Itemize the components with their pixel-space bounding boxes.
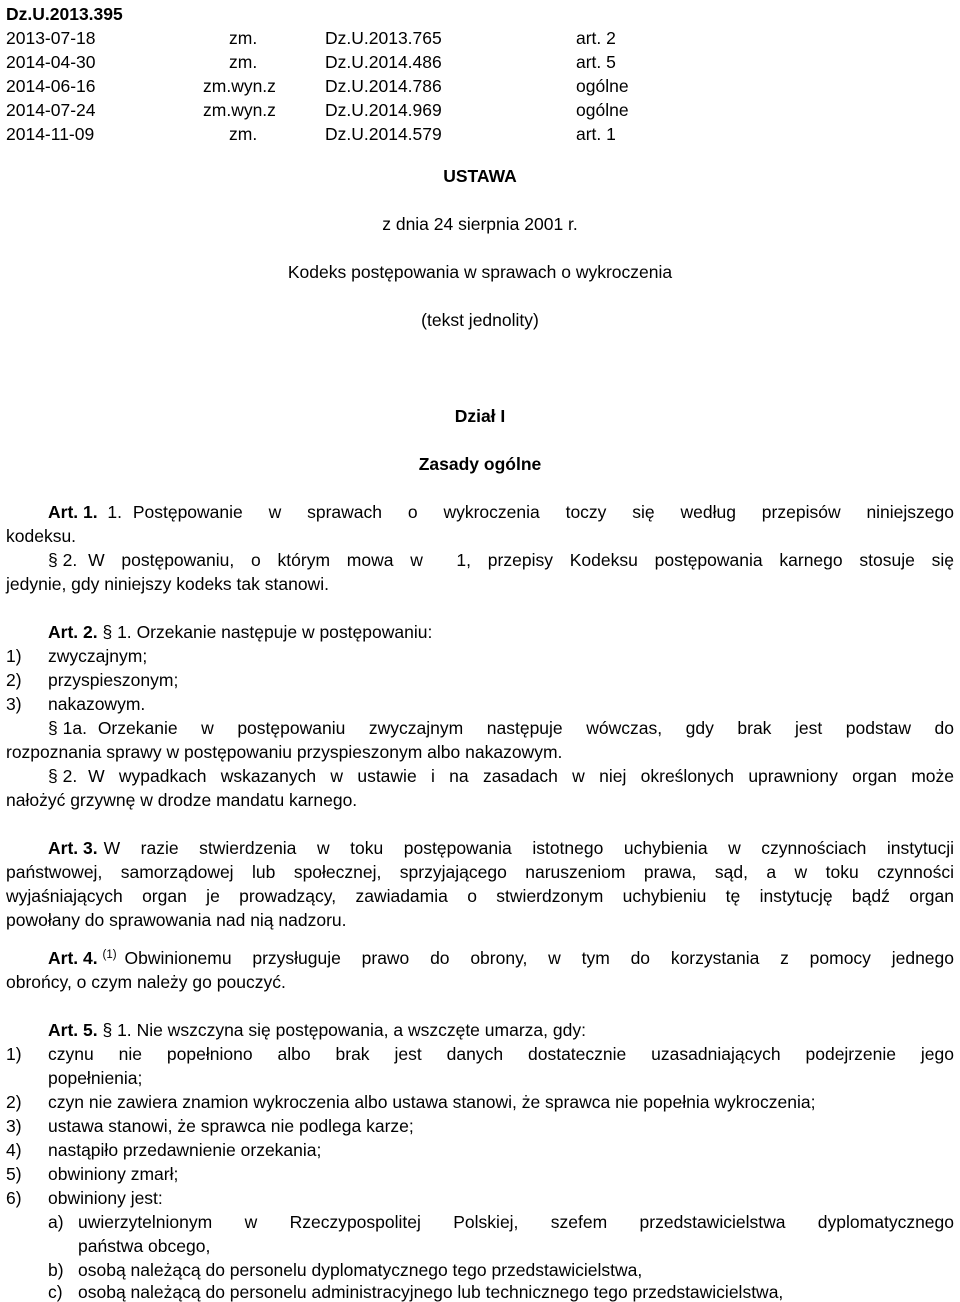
paragraph-text: wyjaśniających organ je prowadzący, zawiadamia o stwierdzonym uchybieniu tę instytucję bądź organ — [6, 886, 954, 906]
list-item-text: czyn nie zawiera znamion wykroczenia albo ustawa stanowi, że sprawca nie popełnia wykroczenia; — [48, 1092, 816, 1112]
amendment-date: 2014-07-24 — [6, 100, 96, 120]
list-item-number: 4) — [6, 1140, 22, 1160]
list-item — [6, 1142, 321, 1160]
amendment-date: 2014-04-30 — [6, 52, 96, 72]
article-3-line-2 — [6, 864, 954, 882]
article-2-para-1: Art. 2. § 1. Orzekanie następuje w postępowaniu: — [48, 622, 433, 642]
list-item-text: obwiniony jest: — [48, 1188, 163, 1208]
paragraph-text: nałożyć grzywnę w drodze mandatu karnego. — [6, 790, 358, 810]
paragraph-number: 1. — [117, 622, 132, 642]
amendment-type: zm. — [229, 124, 258, 144]
amendment-scope: art. 5 — [576, 52, 616, 72]
list-item-number: 2) — [6, 670, 22, 690]
list-item-text: czynu nie popełniono albo brak jest danych dostatecznie uzasadniających podejrzenie jego — [48, 1044, 954, 1064]
list-item-number: 3) — [6, 694, 22, 714]
list-item — [6, 1166, 178, 1184]
paragraph-number: 2. — [62, 550, 78, 570]
article-label: Art. 1. — [48, 502, 98, 522]
article-4-line-1 — [48, 950, 954, 968]
amendment-type: zm. — [229, 28, 258, 48]
list-item-number: 1) — [6, 1044, 22, 1064]
list-item-number: 3) — [6, 1116, 22, 1136]
amendment-scope: art. 2 — [576, 28, 616, 48]
paragraph-text: Orzekanie w postępowaniu zwyczajnym następuje wówczas, gdy brak jest podstaw do — [97, 718, 954, 738]
list-item — [6, 648, 147, 666]
paragraph-text: powołany do sprawowania nad nią nadzoru. — [6, 910, 347, 930]
article-5-para-1: Art. 5. § 1. Nie wszczyna się postępowania, a wszczęte umarza, gdy: — [48, 1020, 586, 1040]
paragraph-text: W razie stwierdzenia w toku postępowania istotnego uchybienia w czynnościach instytucji — [103, 838, 954, 858]
paragraph-text: kodeksu. — [6, 526, 77, 546]
amendment-type: zm. — [229, 52, 258, 72]
amendment-ref: Dz.U.2014.786 — [325, 76, 442, 96]
sub-list-item-letter: b) — [48, 1260, 64, 1280]
document-id: Dz.U.2013.395 — [6, 4, 123, 24]
paragraph-text: obrońcy, o czym należy go pouczyć. — [6, 972, 286, 992]
list-item-number: 2) — [6, 1092, 22, 1112]
chapter-heading: Zasady ogólne — [418, 454, 542, 474]
sub-list-item-text: osobą należącą do personelu administracyjnego lub technicznego tego przedstawicielstwa, — [78, 1282, 784, 1302]
list-item-text: zwyczajnym; — [48, 646, 148, 666]
sub-list-item-text: osobą należącą do personelu dyplomatycznego tego przedstawicielstwa, — [78, 1260, 643, 1280]
sub-list-item-letter: a) — [48, 1212, 64, 1232]
amendment-date: 2014-11-09 — [6, 124, 95, 144]
article-3-line-3 — [6, 888, 954, 906]
article-label: Art. 3. — [48, 838, 98, 858]
list-item-text: przyspieszonym; — [48, 670, 179, 690]
list-item — [6, 1094, 815, 1112]
act-date: z dnia 24 sierpnia 2001 r. — [382, 214, 578, 234]
sub-list-item — [48, 1284, 783, 1302]
amendment-date: 2013-07-18 — [6, 28, 96, 48]
amendment-scope: art. 1 — [576, 124, 616, 144]
paragraph-number: 1a. — [62, 718, 87, 738]
paragraph-text: jedynie, gdy niniejszy kodeks tak stanowi. — [6, 574, 329, 594]
sub-list-item-text: państwa obcego, — [78, 1236, 211, 1256]
act-name: Kodeks postępowania w sprawach o wykroczenia — [287, 262, 673, 282]
list-item-text: nastąpiło przedawnienie orzekania; — [48, 1140, 322, 1160]
amendment-scope: ogólne — [576, 76, 629, 96]
article-2-para-2-line-1: § 2. W wypadkach wskazanych w ustawie i na zasadach w niej określonych uprawniony organ może — [48, 766, 954, 786]
amendment-scope: ogólne — [576, 100, 629, 120]
article-1-para-2-line-1: § 2. W postępowaniu, o którym mowa w 1, przepisy Kodeksu postępowania karnego stosuje się — [48, 550, 954, 570]
article-label: Art. 4. — [48, 948, 98, 968]
paragraph-number: 1. — [107, 502, 122, 522]
amendment-type: zm.wyn.z — [203, 76, 276, 96]
list-item-text: obwiniony zmarł; — [48, 1164, 179, 1184]
sub-list-item-text: uwierzytelnionym w Rzeczypospolitej Polskiej, szefem przedstawicielstwa dyplomatycznego — [78, 1212, 954, 1232]
amendment-date: 2014-06-16 — [6, 76, 96, 96]
list-item-text: nakazowym. — [48, 694, 146, 714]
article-3-line-1 — [48, 840, 954, 858]
list-item-text: popełnienia; — [48, 1068, 143, 1088]
amendment-ref: Dz.U.2014.969 — [325, 100, 442, 120]
division-heading: Dział I — [454, 406, 506, 426]
paragraph-text: Obwinionemu przysługuje prawo do obrony, w tym do korzystania z pomocy jednego — [124, 948, 954, 968]
list-item-number: 6) — [6, 1188, 22, 1208]
list-item-number: 5) — [6, 1164, 22, 1184]
amendment-ref: Dz.U.2014.579 — [325, 124, 442, 144]
article-1-para-1-line-1 — [48, 504, 954, 522]
paragraph-text: Postępowanie w sprawach o wykroczenia toczy się według przepisów niniejszego — [132, 502, 954, 522]
sub-list-item — [48, 1262, 642, 1280]
paragraph-text: państwowej, samorządowej lub społecznej, sprzyjającego naruszeniom prawa, sąd, a w toku czynności — [6, 862, 954, 882]
consolidated-text-note: (tekst jednolity) — [421, 310, 539, 330]
list-item-text: ustawa stanowi, że sprawca nie podlega karze; — [48, 1116, 414, 1136]
paragraph-text: Nie wszczyna się postępowania, a wszczęte umarza, gdy: — [136, 1020, 586, 1040]
paragraph-text: rozpoznania sprawy w postępowaniu przyspieszonym albo nakazowym. — [6, 742, 563, 762]
amendment-ref: Dz.U.2014.486 — [325, 52, 442, 72]
footnote-marker: (1) — [102, 949, 117, 961]
paragraph-text: W postępowaniu, o którym mowa w 1, przepisy Kodeksu postępowania karnego stosuje się — [88, 550, 954, 570]
paragraph-number: 2. — [62, 766, 78, 786]
amendment-type: zm.wyn.z — [203, 100, 276, 120]
list-item — [6, 672, 178, 690]
article-label: Art. 2. — [48, 622, 98, 642]
paragraph-text: W wypadkach wskazanych w ustawie i na zasadach w niej określonych uprawniony organ może — [88, 766, 954, 786]
list-item — [6, 1190, 163, 1208]
paragraph-text: Orzekanie następuje w postępowaniu: — [136, 622, 433, 642]
paragraph-number: 1. — [117, 1020, 132, 1040]
act-type-heading: USTAWA — [443, 166, 517, 186]
amendment-ref: Dz.U.2013.765 — [325, 28, 442, 48]
list-item — [6, 696, 145, 714]
article-2-para-1a-line-1: § 1a. Orzekanie w postępowaniu zwyczajnym następuje wówczas, gdy brak jest podstaw do — [48, 718, 954, 738]
sub-list-item-letter: c) — [48, 1282, 63, 1302]
list-item-number: 1) — [6, 646, 22, 666]
article-label: Art. 5. — [48, 1020, 98, 1040]
list-item — [6, 1118, 414, 1136]
